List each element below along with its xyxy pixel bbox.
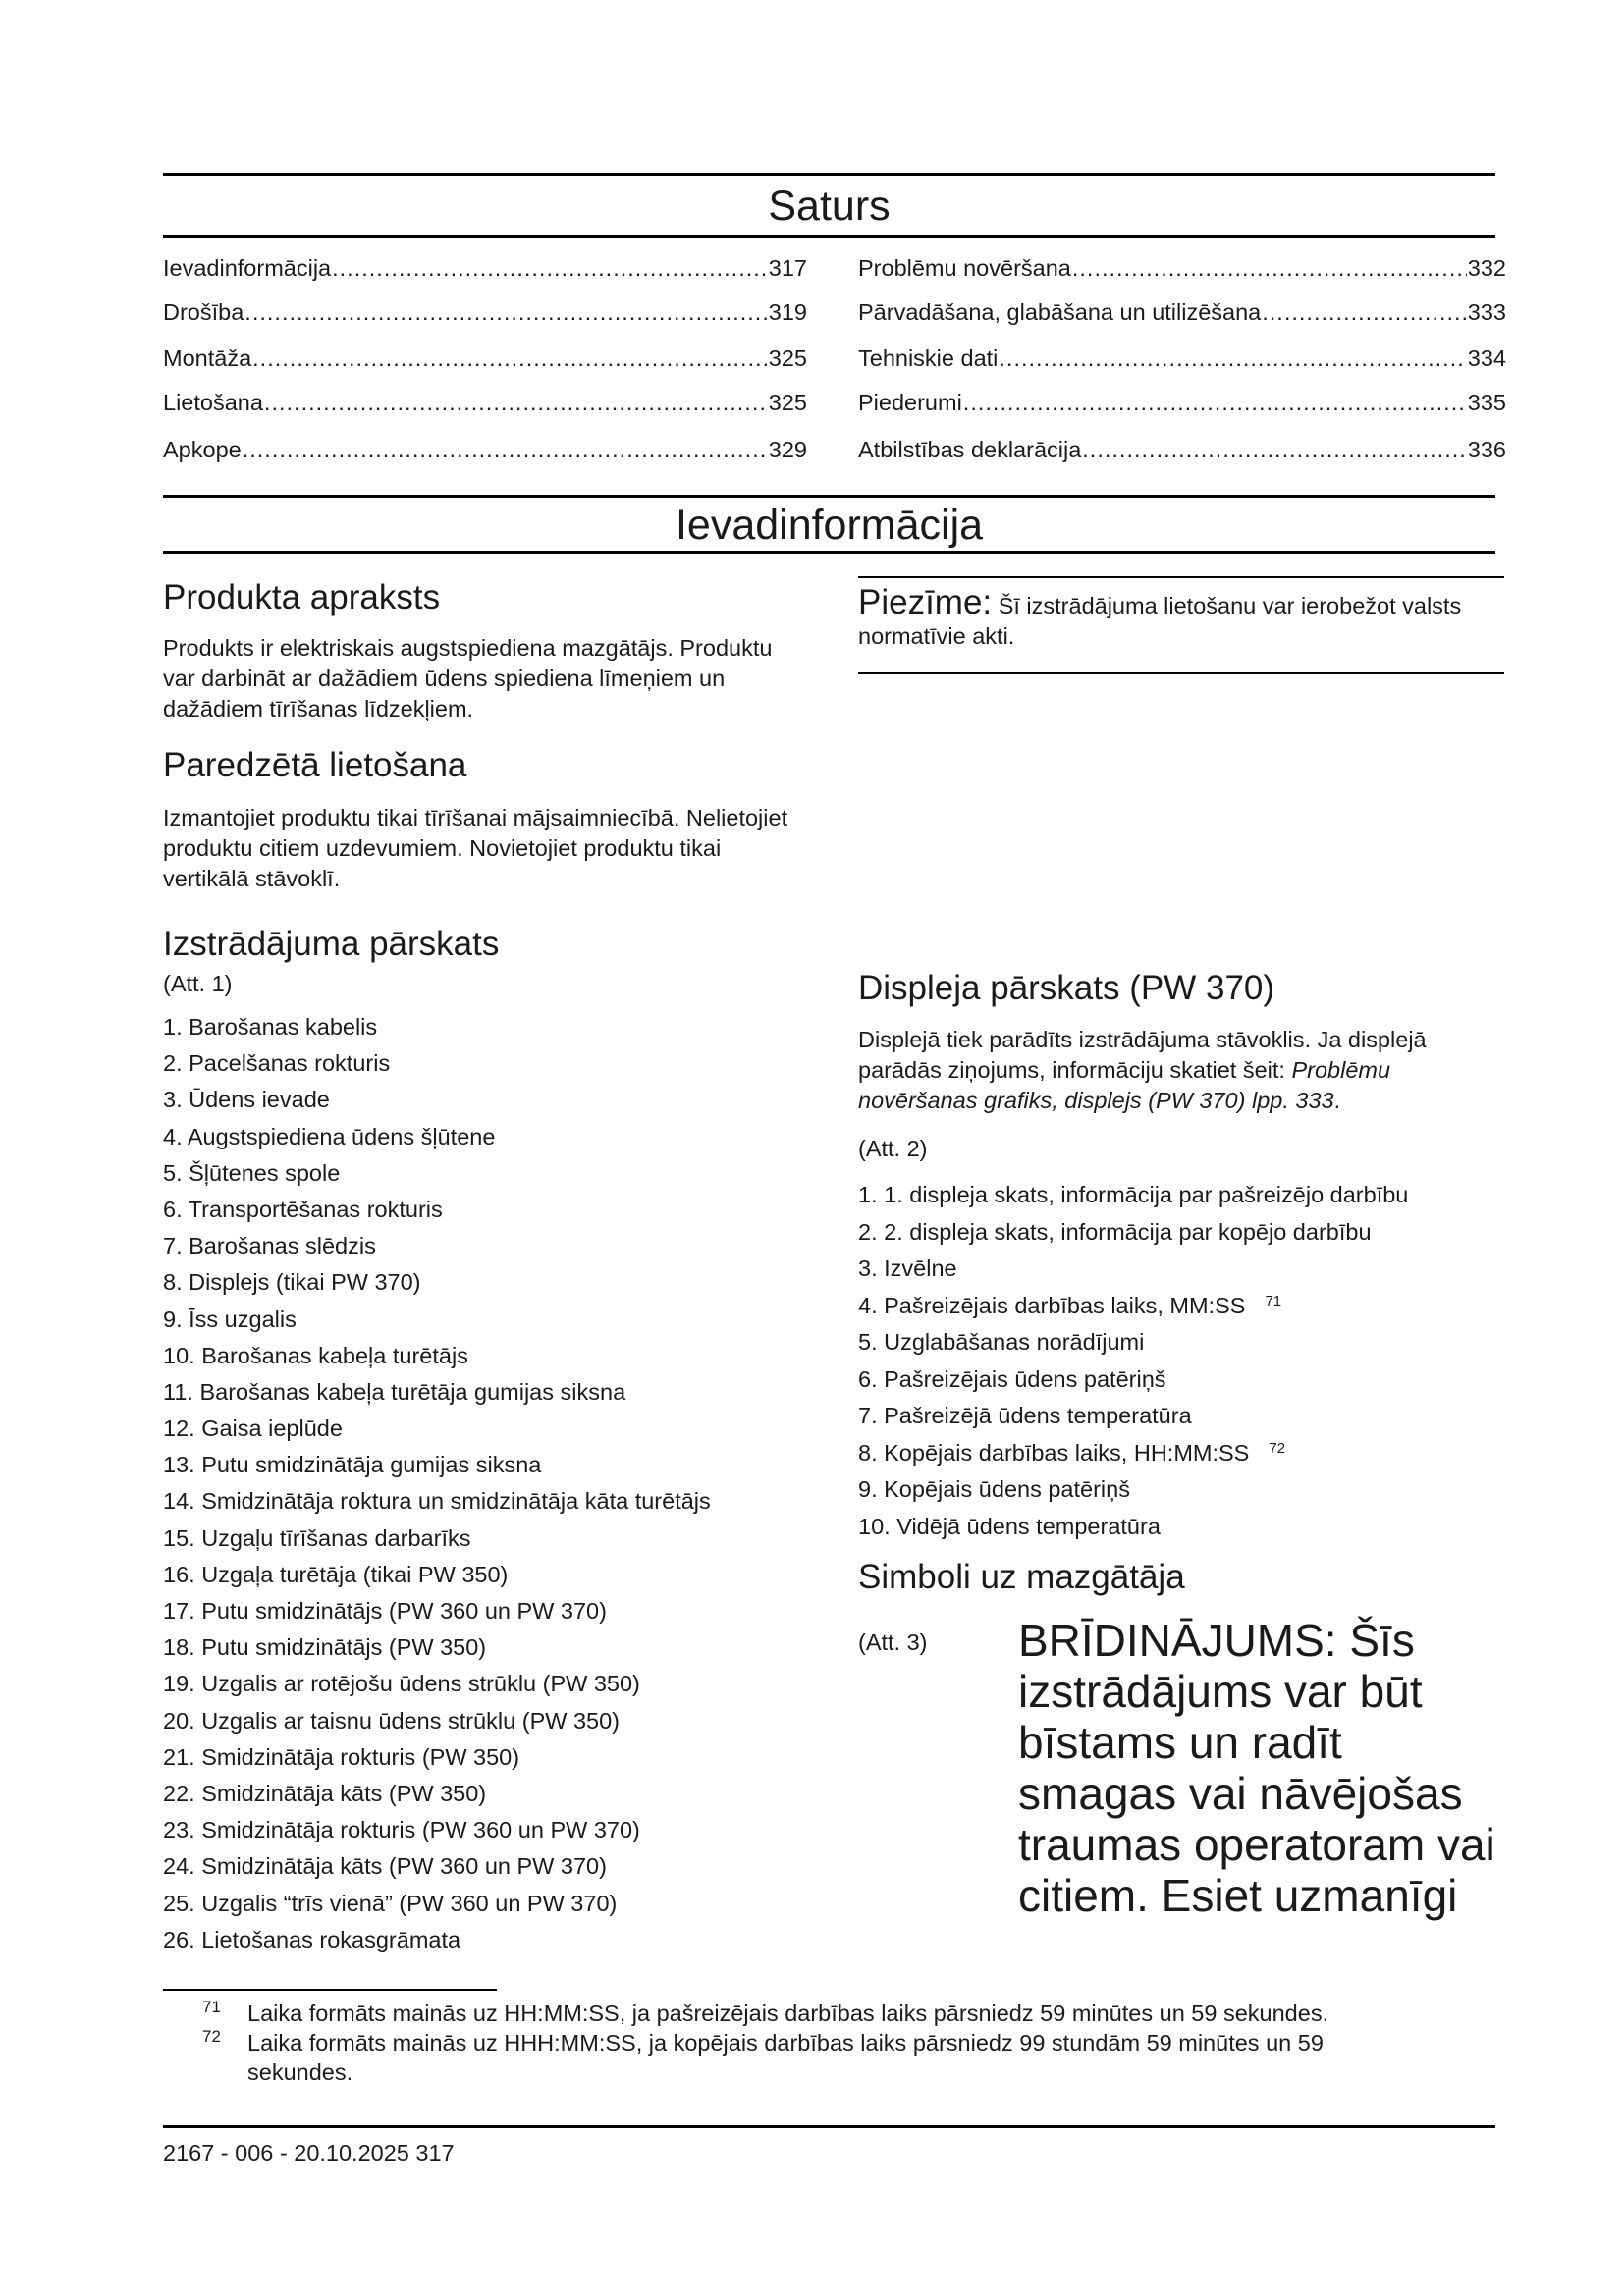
product-overview-list [163,1011,811,1960]
overview-list-item: 9. Īss uzgalis [163,1306,297,1332]
display-list-item: 7. Pašreizējā ūdens temperatūra [858,1403,1192,1428]
display-list-item: 8. Kopējais darbības laiks, HH:MM:SS $^{72}$ [858,1439,1286,1466]
toc-title: Saturs [768,183,891,230]
overview-list-item: 25. Uzgalis “trīs vienā” (PW 360 un PW 370) [163,1890,618,1916]
overview-list-item: 21. Smidzinātāja rokturis (PW 350) [163,1743,520,1770]
toc-entry[interactable]: Ievadinformācija ..... 317 [163,253,807,283]
display-list-item: 1. 1. displeja skats, informācija par pašreizējo darbību [858,1182,1409,1207]
overview-list-item: 10. Barošanas kabeļa turētājs [163,1342,468,1368]
footnote-reference[interactable]: 72 [1269,1439,1286,1457]
overview-list-item: 22. Smidzinātāja kāts (PW 350) [163,1780,487,1806]
toc-entry[interactable]: Montāža ..... 325 [163,344,807,373]
overview-list-item: 26. Lietošanas rokasgrāmata [163,1926,461,1952]
section-top-rule [163,495,1495,498]
overview-list-item: 8. Displejs (tikai PW 370) [163,1269,421,1296]
footer-rule [163,2125,1495,2128]
footnote-rule [163,1989,497,1991]
overview-list-item: 24. Smidzinātāja kāts (PW 360 un PW 370) [163,1853,607,1880]
display-list-item: 3. Izvēlne [858,1255,957,1281]
product-description-heading: Produkta apraksts [163,578,441,616]
overview-list-item: 13. Putu smidzinātāja gumijas siksna [163,1452,542,1478]
display-list-item: 4. Pašreizējais darbības laiks, MM:SS $^{71}$ [858,1292,1282,1318]
display-overview-heading: Displeja pārskats (PW 370) [858,969,1275,1007]
footnote-reference[interactable]: 71 [1265,1292,1282,1309]
footnote-text: Laika formāts mainās uz HHH:MM:SS, ja kopējais darbības laiks pārsniedz 99 stundām 59 minūtes un 59 sekundes. [247,2030,1324,2085]
overview-list-item: 4. Augstspiediena ūdens šļūtene [163,1123,496,1149]
display-list-item: 9. Kopējais ūdens patēriņš [858,1476,1130,1502]
toc-entry[interactable]: Tehniskie dati ..... 334 [858,344,1506,373]
display-list-item: 5. Uzglabāšanas norādījumi [858,1329,1145,1355]
toc-title-rule [163,235,1495,238]
footnote [202,2027,1426,2087]
overview-list-item: 2. Pacelšanas rokturis [163,1050,391,1077]
toc-entry[interactable]: Apkope ..... 329 [163,435,807,464]
overview-list-item: 19. Uzgalis ar rotējošu ūdens strūklu (PW 350) [163,1671,640,1697]
symbols-heading: Simboli uz mazgātāja [858,1558,1185,1596]
footnote-number: 71 [202,1998,221,2016]
top-rule [163,173,1495,176]
product-overview-ref: (Att. 1) [163,971,233,996]
toc-entry[interactable]: Piederumi ..... 335 [858,388,1506,417]
overview-list-item: 16. Uzgaļa turētāja (tikai PW 350) [163,1561,509,1587]
overview-list-item: 15. Uzgaļu tīrīšanas darbarīks [163,1524,471,1551]
overview-list-item: 17. Putu smidzinātājs (PW 360 un PW 370) [163,1598,607,1624]
overview-list-item: 14. Smidzinātāja roktura un smidzinātāja kāta turētājs [163,1488,711,1515]
toc-entry[interactable]: Atbilstības deklarācija ..... 336 [858,435,1506,464]
overview-list-item: 20. Uzgalis ar taisnu ūdens strūklu (PW 350) [163,1707,620,1734]
toc-entry[interactable]: Drošība ..... 319 [163,297,807,327]
display-overview-list [858,1179,1506,1547]
display-list-item: 6. Pašreizējais ūdens patēriņš [858,1365,1166,1392]
toc-entry[interactable]: Lietošana ..... 325 [163,388,807,417]
overview-list-item: 23. Smidzinātāja rokturis (PW 360 un PW 370) [163,1817,640,1843]
product-description-text: Produkts ir elektriskais augstspiediena mazgātājs. Produktu var darbināt ar dažādiem ūdens spiediena līmeņiem un dažādiem tīrīšanas līdzekļiem. [163,635,773,721]
overview-list-item: 5. Šļūtenes spole [163,1159,341,1186]
overview-list-item: 3. Ūdens ievade [163,1087,330,1113]
section-title-rule [163,551,1495,554]
overview-list-item: 1. Barošanas kabelis [163,1014,378,1040]
troubleshooting-link[interactable]: Problēmu novēršanas grafiks, displejs (PW 370) lpp. 333 [858,1057,1391,1113]
note-bottom-rule [858,672,1504,674]
overview-list-item: 7. Barošanas slēdzis [163,1233,376,1259]
intended-use-heading: Paredzētā lietošana [163,746,467,784]
footer-page-info: 2167 - 006 - 20.10.2025 317 [163,2140,455,2165]
overview-list-item: 18. Putu smidzinātājs (PW 350) [163,1634,487,1661]
toc-entry[interactable]: Problēmu novēršana ..... 332 [858,253,1506,283]
section-title: Ievadinformācija [675,502,984,549]
display-list-item: 10. Vidējā ūdens temperatūra [858,1513,1161,1539]
display-overview-ref: (Att. 2) [858,1136,928,1161]
toc-entry[interactable]: Pārvadāšana, glabāšana un utilizēšana ..... 333 [858,297,1506,327]
note-top-rule [858,576,1504,578]
overview-list-item: 12. Gaisa ieplūde [163,1415,343,1442]
footnote-number: 72 [202,2027,221,2046]
overview-list-item: 6. Transportēšanas rokturis [163,1196,443,1222]
note-label: Piezīme: [858,583,993,621]
product-overview-heading: Izstrādājuma pārskats [163,925,500,963]
display-list-item: 2. 2. displeja skats, informācija par kopējo darbību [858,1218,1372,1245]
note-text: Šī izstrādājuma lietošanu var ierobežot valsts normatīvie akti. [858,593,1462,649]
warning-text: BRĪDINĀJUMS: Šīs izstrādājums var būt bīstams un radīt smagas vai nāvējošas traumas operatoram vai citiem. Esiet uzmanīgi [1018,1615,1495,1921]
symbols-ref: (Att. 3) [858,1629,928,1655]
footnote [202,1998,1465,2028]
overview-list-item: 11. Barošanas kabeļa turētāja gumijas siksna [163,1378,626,1405]
intended-use-text: Izmantojiet produktu tikai tīrīšanai mājsaimniecībā. Nelietojiet produktu citiem uzdevumiem. Novietojiet produktu tikai vertikālā stāvoklī. [163,805,788,891]
display-overview-text: Displejā tiek parādīts izstrādājuma stāvoklis. Ja displejā parādās ziņojums, informāciju skatiet šeit: Problēmu novēršanas grafiks, displejs (PW 370) lpp. 333. [858,1027,1427,1113]
footnote-text: Laika formāts mainās uz HH:MM:SS, ja pašreizējais darbības laiks pārsniedz 59 minūtes un 59 sekundes. [247,2001,1329,2026]
note-box [858,583,1496,652]
